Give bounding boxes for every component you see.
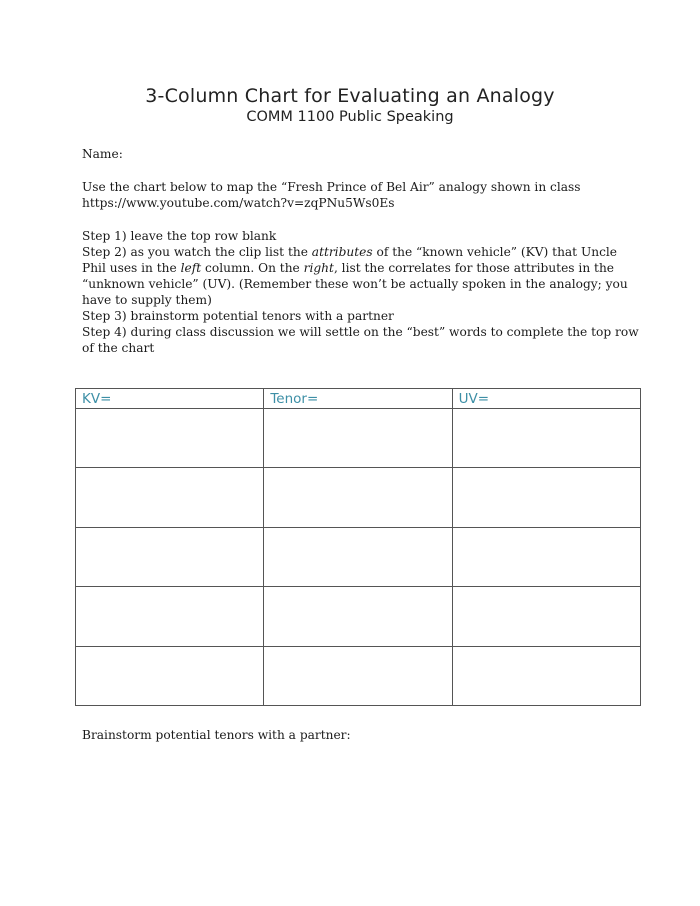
table-row <box>76 646 641 705</box>
kv-cell[interactable] <box>76 646 264 705</box>
tenor-cell[interactable] <box>264 527 452 586</box>
kv-cell[interactable] <box>76 527 264 586</box>
video-url[interactable]: https://www.youtube.com/watch?v=zqPNu5Ws0Es <box>82 196 395 210</box>
tenor-cell[interactable] <box>264 646 452 705</box>
intro-text <box>82 179 642 211</box>
document-subtitle: COMM 1100 Public Speaking <box>246 109 454 125</box>
kv-cell[interactable] <box>76 587 264 646</box>
chart-header-row <box>76 389 641 409</box>
tenor-cell[interactable] <box>264 409 452 468</box>
header-tenor: Tenor= <box>264 389 452 409</box>
kv-cell[interactable] <box>76 468 264 527</box>
kv-cell[interactable] <box>76 409 264 468</box>
header-kv: KV= <box>76 389 264 409</box>
uv-cell[interactable] <box>452 646 640 705</box>
document-title: 3-Column Chart for Evaluating an Analogy <box>145 85 555 107</box>
name-label: Name: <box>82 147 123 161</box>
uv-cell[interactable] <box>452 468 640 527</box>
step-2-right: right <box>303 261 334 275</box>
uv-cell[interactable] <box>452 587 640 646</box>
step-2-left: left <box>180 261 202 275</box>
header-uv: UV= <box>452 389 640 409</box>
brainstorm-label: Brainstorm potential tenors with a partner: <box>82 728 351 742</box>
table-row <box>76 527 641 586</box>
table-row <box>76 587 641 646</box>
analogy-chart <box>75 388 641 706</box>
step-2-part-d: , list the correlates for those attributes in the “unknown vehicle” (UV). (Remember these won’t be actually spoken in the analogy; you have to supply them) <box>82 261 628 307</box>
uv-cell[interactable] <box>452 409 640 468</box>
tenor-cell[interactable] <box>264 587 452 646</box>
table-row <box>76 409 641 468</box>
step-2-attributes: attributes <box>311 245 373 259</box>
step-2-part-a: Step 2) as you watch the clip list the <box>82 245 312 259</box>
uv-cell[interactable] <box>452 527 640 586</box>
step-2 <box>82 244 642 308</box>
step-4: Step 4) during class discussion we will settle on the “best” words to complete the top row of the chart <box>82 325 639 355</box>
table-row <box>76 468 641 527</box>
step-3: Step 3) brainstorm potential tenors with a partner <box>82 309 394 323</box>
step-1: Step 1) leave the top row blank <box>82 229 277 243</box>
step-2-part-c: column. On the <box>201 261 304 275</box>
step-2-part-b: of the “known vehicle” (KV) that Uncle Phil uses in the <box>82 245 618 275</box>
instructions <box>82 228 642 356</box>
intro-line: Use the chart below to map the “Fresh Prince of Bel Air” analogy shown in class <box>82 180 581 194</box>
tenor-cell[interactable] <box>264 468 452 527</box>
